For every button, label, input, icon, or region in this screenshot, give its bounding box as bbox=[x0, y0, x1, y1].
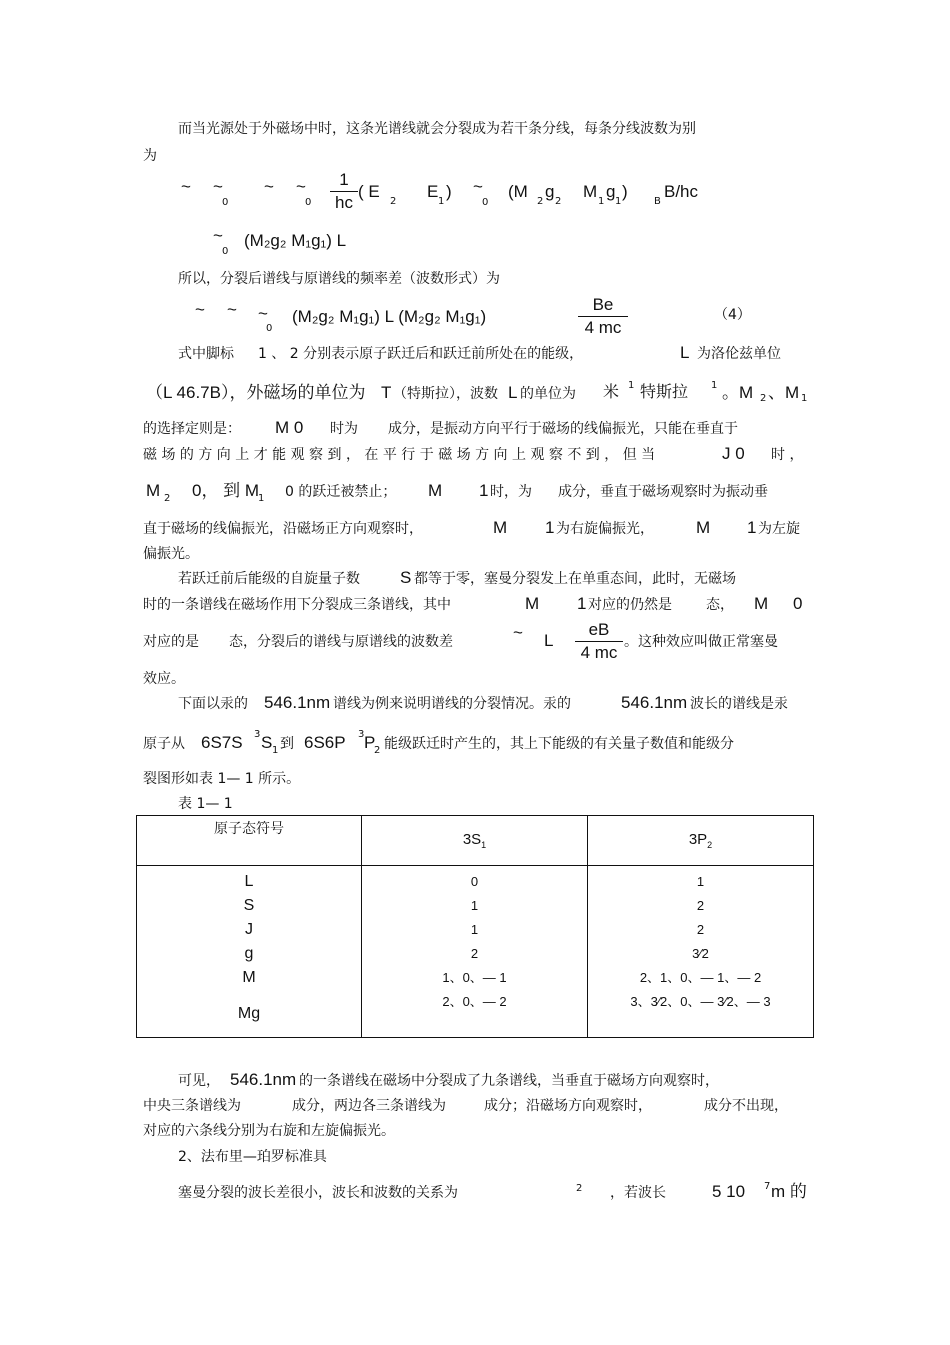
para5-l2e: 1 bbox=[272, 745, 279, 756]
para3-l2i: 1 bbox=[711, 380, 718, 391]
table-col-3s bbox=[362, 866, 588, 1038]
eq3-frac-num: Be bbox=[592, 295, 614, 314]
para4-l2e: 态， bbox=[706, 597, 734, 613]
cell-3s-m: 1、0、— 1 bbox=[442, 970, 507, 985]
quantum-number-table bbox=[136, 815, 814, 1038]
para3-l4b: J 0 bbox=[722, 444, 745, 463]
para4-l4: 效应。 bbox=[143, 671, 185, 687]
para3-l6c: 1 bbox=[545, 518, 555, 537]
para3-l6b: M bbox=[493, 518, 508, 537]
eq3-frac-den: 4 mc bbox=[584, 318, 622, 337]
eq1-e2: 2 bbox=[390, 196, 397, 207]
table-col-3p bbox=[588, 866, 814, 1038]
para1-line1: 而当光源处于外磁场中时，这条光谱线就会分裂成为若干条分线，每条分线波数为别 bbox=[178, 121, 696, 137]
row-label-s: S bbox=[243, 897, 255, 914]
para4-l1b: S bbox=[400, 568, 412, 587]
para3-l3d: 成分，是振动方向平行于磁场的线偏振光，只能在垂直于 bbox=[388, 421, 738, 437]
eq1-m1: 1 bbox=[598, 196, 605, 207]
eq1-part2: E bbox=[427, 182, 439, 201]
para5-l2k: 能级跃迁时产生的，其上下能级的有关量子数值和能级分 bbox=[384, 736, 734, 752]
eq1-part6: ) bbox=[622, 182, 628, 201]
cell-3p-l: 1 bbox=[696, 874, 705, 889]
para3-l2k: 2 bbox=[760, 393, 767, 404]
para4-l3c: ~ bbox=[513, 623, 523, 642]
para3-l5e: 0 的跃迁被禁止； bbox=[285, 484, 397, 500]
cell-3s-j: 1 bbox=[470, 922, 479, 937]
eq2-body: (M₂g₂ M₁g₁) L bbox=[244, 231, 347, 250]
para5-l2f: 到 bbox=[280, 736, 294, 752]
eq1-g: g bbox=[545, 182, 555, 201]
para6-l2a: 中央三条谱线为 bbox=[143, 1098, 241, 1114]
para4-l3a: 对应的是 bbox=[143, 634, 199, 650]
para4-l3e: 。这种效应叫做正常塞曼 bbox=[624, 634, 778, 650]
para2-text: 所以，分裂后谱线与原谱线的频率差（波数形式）为 bbox=[178, 271, 500, 287]
para3-l2g: 1 bbox=[628, 380, 635, 391]
eq1-tilde-2: ~ bbox=[213, 177, 223, 196]
para5-l2g: 6S6P bbox=[304, 733, 346, 752]
table-row-labels bbox=[137, 866, 362, 1038]
para4-l2b: M bbox=[525, 594, 540, 613]
para3-l2h: 特斯拉 bbox=[640, 382, 689, 401]
row-label-l: L bbox=[244, 873, 254, 890]
eq1-fraction bbox=[330, 170, 358, 213]
para7-la: 塞曼分裂的波长差很小，波长和波数的关系为 bbox=[178, 1185, 458, 1201]
eq1-frac-den: hc bbox=[335, 193, 353, 212]
para3-l1d: 为洛伦兹单位 bbox=[697, 346, 781, 362]
para5-l2j: 2 bbox=[374, 745, 381, 756]
para3-l1c: L bbox=[680, 343, 690, 362]
para3-l2m: 1 bbox=[801, 393, 808, 404]
eq1-tilde-3: ~ bbox=[264, 177, 274, 196]
para4-l2c: 1 bbox=[577, 594, 587, 613]
para3-l6g: 为左旋 bbox=[758, 521, 800, 537]
para7-lc: ，若波长 bbox=[610, 1185, 666, 1201]
eq1-tilde-4: ~ bbox=[296, 177, 306, 196]
para5-l1a: 下面以汞的 bbox=[178, 696, 248, 712]
table-header-3p-sub: 2 bbox=[707, 840, 713, 850]
cell-3p-mg: 3、3⁄2、0、— 3⁄2、— 3 bbox=[630, 994, 771, 1009]
para5-l1b: 546.1nm bbox=[264, 693, 331, 712]
para3-l6d: 为右旋偏振光， bbox=[556, 521, 654, 537]
eq3-label: （4） bbox=[714, 307, 751, 323]
para1-line2: 为 bbox=[143, 148, 157, 164]
para6-l1c: 的一条谱线在磁场中分裂成了九条谱线，当垂直于磁场方向观察时， bbox=[299, 1073, 719, 1089]
para4-l2g: 0 bbox=[793, 594, 803, 613]
para5-l1d: 546.1nm bbox=[621, 693, 688, 712]
para3-l2j: 。M bbox=[722, 383, 754, 402]
para3-l2d: L bbox=[508, 383, 518, 402]
table-header-cell-label bbox=[137, 816, 362, 866]
para7-lb: 2 bbox=[576, 1183, 583, 1194]
row-label-j: J bbox=[245, 921, 253, 938]
para5-l3: 裂图形如表 1— 1 所示。 bbox=[143, 771, 301, 787]
para6-l1a: 可见， bbox=[178, 1073, 220, 1089]
table-body-row bbox=[137, 866, 814, 1038]
para6-l1b: 546.1nm bbox=[230, 1070, 297, 1089]
para7-le: 7 bbox=[764, 1181, 771, 1192]
para5-l2d: S bbox=[261, 733, 273, 752]
section-title: 2、法布里—珀罗标准具 bbox=[178, 1149, 327, 1165]
eq2-tilde: ~ bbox=[213, 226, 223, 245]
eq1-part3: ) bbox=[446, 182, 452, 201]
eq1-sub-0b: 0 bbox=[305, 197, 312, 208]
eq3-tilde-2: ~ bbox=[227, 300, 237, 319]
para3-l5i: 成分，垂直于磁场观察时为振动垂 bbox=[558, 484, 768, 500]
cell-3s-s: 1 bbox=[470, 898, 479, 913]
para3-l2c: （特斯拉），波数 bbox=[393, 386, 498, 402]
para4-l1c: 都等于零，塞曼分裂发上在单重态间，此时，无磁场 bbox=[414, 571, 736, 587]
para3-l2l: 、M bbox=[768, 383, 800, 402]
eq3-fraction bbox=[578, 295, 628, 338]
para5-l2c: 3 bbox=[254, 729, 261, 740]
table-caption: 表 1— 1 bbox=[178, 796, 233, 812]
cell-3p-m: 2、1、0、— 1、— 2 bbox=[639, 970, 762, 985]
eq1-g1-sub: 1 bbox=[615, 196, 622, 207]
para3-l3a: 的选择定则是： bbox=[143, 421, 241, 437]
para3-l2b: T bbox=[381, 383, 392, 402]
para5-l2h: 3 bbox=[358, 729, 365, 740]
para4-frac-num: eB bbox=[588, 620, 610, 639]
row-label-m: M bbox=[242, 969, 256, 986]
para3-l2f: 米 bbox=[603, 382, 620, 401]
para3-l3c: 时为 bbox=[330, 421, 358, 437]
eq1-m2: 2 bbox=[537, 196, 544, 207]
table-header-3s bbox=[362, 816, 588, 866]
eq1-part1: ( E bbox=[358, 182, 380, 201]
eq3-body: (M₂g₂ M₁g₁) L (M₂g₂ M₁g₁) bbox=[292, 307, 487, 326]
para5-l2a: 原子从 bbox=[143, 736, 185, 752]
para7-ld: 5 10 bbox=[712, 1182, 746, 1201]
eq1-e1: 1 bbox=[438, 196, 445, 207]
para3-l5a: M bbox=[146, 481, 161, 500]
para3-l5h: 时，为 bbox=[490, 484, 532, 500]
para6-l2c: 成分；沿磁场方向观察时， bbox=[484, 1098, 652, 1114]
table-header-3s-sub: 1 bbox=[481, 840, 487, 850]
para3-l7: 偏振光。 bbox=[143, 546, 199, 562]
cell-3s-l: 0 bbox=[470, 874, 479, 889]
para4-l2d: 对应的仍然是 bbox=[588, 597, 672, 613]
table-header-3p bbox=[588, 816, 814, 866]
para3-l5f: M bbox=[428, 481, 443, 500]
eq3-sub-0: 0 bbox=[266, 323, 273, 334]
eq3-tilde-1: ~ bbox=[195, 300, 205, 319]
eq1-tilde-1: ~ bbox=[181, 177, 191, 196]
eq1-part4: (M bbox=[508, 182, 528, 201]
para3-l3b: M 0 bbox=[275, 418, 304, 437]
para4-l2f: M bbox=[754, 594, 769, 613]
para4-l2a: 时的一条谱线在磁场作用下分裂成三条谱线，其中 bbox=[143, 597, 451, 613]
table-header-3p-text: 3P bbox=[688, 831, 708, 848]
para3-l6a: 直于磁场的线偏振光，沿磁场正方向观察时， bbox=[143, 521, 423, 537]
para4-l3d: L bbox=[544, 631, 554, 650]
para6-l2d: 成分不出现， bbox=[704, 1098, 788, 1114]
table-header-3s-text: 3S bbox=[462, 831, 482, 848]
eq1-sub-0: 0 bbox=[222, 197, 229, 208]
eq2-sub-0: 0 bbox=[222, 246, 229, 257]
para3-l1b: 1 、 2 分别表示原子跃迁后和跃迁前所处在的能级， bbox=[258, 346, 584, 362]
para6-l3: 对应的六条线分别为右旋和左旋偏振光。 bbox=[143, 1123, 395, 1139]
para3-l5b: 2 bbox=[164, 493, 171, 504]
para3-l5d: 1 bbox=[258, 493, 265, 504]
eq1-tilde-5: ~ bbox=[473, 177, 483, 196]
eq3-tilde-3: ~ bbox=[258, 304, 268, 323]
para3-l2e: 的单位为 bbox=[520, 386, 576, 402]
para4-fraction bbox=[575, 620, 623, 663]
eq1-part5: M bbox=[583, 182, 598, 201]
cell-3p-j: 2 bbox=[696, 922, 705, 937]
eq1-g2: 2 bbox=[555, 196, 562, 207]
eq1-tail: B/hc bbox=[664, 182, 699, 201]
para4-l3b: 态，分裂后的谱线与原谱线的波数差 bbox=[229, 634, 453, 650]
eq1-frac-num: 1 bbox=[339, 170, 349, 189]
table-header-label: 原子态符号 bbox=[214, 821, 284, 837]
para5-l1e: 波长的谱线是汞 bbox=[690, 696, 788, 712]
para5-l2b: 6S7S bbox=[201, 733, 243, 752]
para4-l1a: 若跃迁前后能级的自旋量子数 bbox=[178, 571, 360, 587]
para3-l6e: M bbox=[696, 518, 711, 537]
eq1-g1: g bbox=[606, 182, 616, 201]
para3-l6f: 1 bbox=[747, 518, 757, 537]
para7-lf: m 的 bbox=[771, 1182, 807, 1201]
row-label-g: g bbox=[244, 945, 254, 962]
table-header-row bbox=[137, 816, 814, 866]
para3-l5c: 0， 到 M bbox=[192, 481, 260, 500]
para4-frac-den: 4 mc bbox=[580, 643, 618, 662]
cell-3p-s: 2 bbox=[696, 898, 705, 913]
para3-l4c: 时 ， bbox=[771, 447, 804, 463]
row-label-mg: Mg bbox=[237, 1005, 261, 1022]
cell-3s-mg: 2、0、— 2 bbox=[442, 994, 507, 1009]
para6-l2b: 成分，两边各三条谱线为 bbox=[292, 1098, 446, 1114]
para3-l4a: 磁 场 的 方 向 上 才 能 观 察 到 ， 在 平 行 于 磁 场 方 向 上 观 察 不 到 ， 但 当 bbox=[143, 447, 656, 463]
eq1-sub-0c: 0 bbox=[482, 197, 489, 208]
para3-l2a: （L 46.7B），外磁场的单位为 bbox=[146, 383, 366, 402]
para5-l2i: P bbox=[364, 733, 376, 752]
eq1-mu-b: B bbox=[654, 196, 661, 207]
cell-3s-g: 2 bbox=[470, 946, 479, 961]
para3-l1a: 式中脚标 bbox=[178, 346, 234, 362]
para5-l1c: 谱线为例来说明谱线的分裂情况。汞的 bbox=[333, 696, 571, 712]
para3-l5g: 1 bbox=[479, 481, 489, 500]
cell-3p-g: 3⁄2 bbox=[692, 946, 709, 961]
